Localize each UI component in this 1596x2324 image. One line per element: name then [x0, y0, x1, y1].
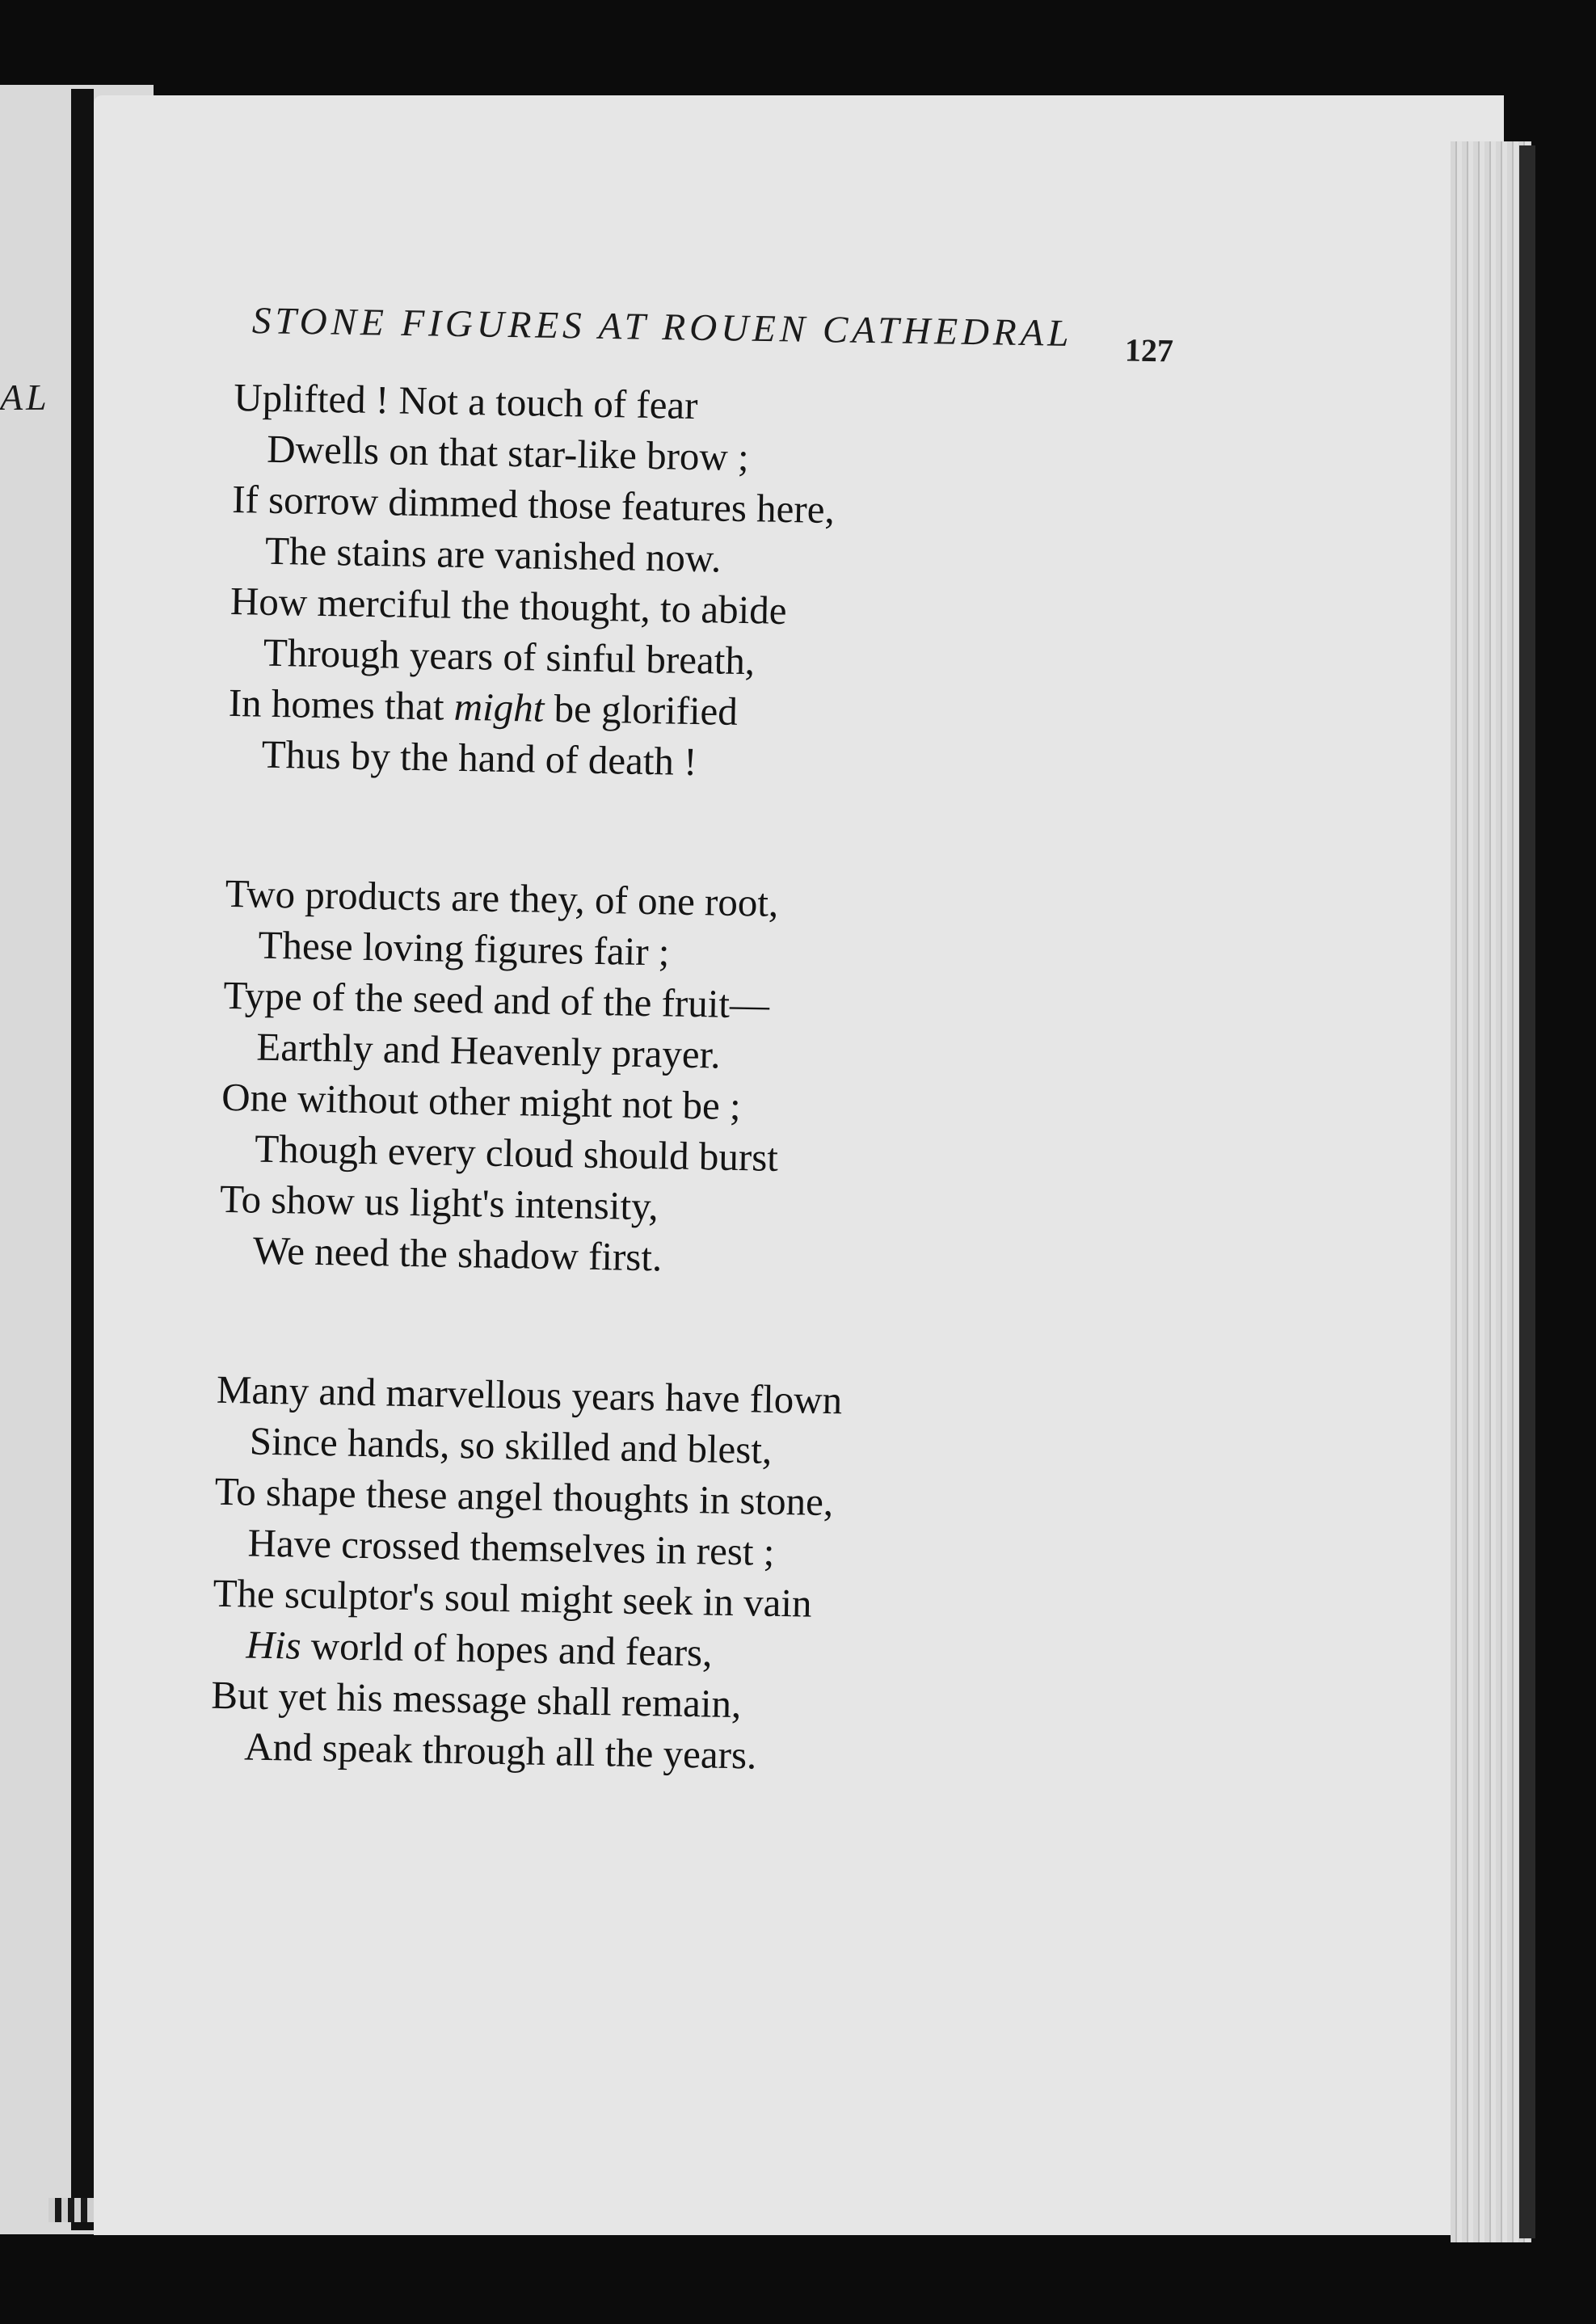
- poem-line: If sorrow dimmed those features here,: [231, 476, 836, 532]
- poem-line: The sculptor's soul might seek in vain: [213, 1570, 813, 1626]
- poem-line: One without other might not be ;: [221, 1074, 742, 1129]
- italic-word: His: [246, 1622, 302, 1668]
- poem-line: These loving figures fair ;: [258, 922, 670, 975]
- poem-line: We need the shadow first.: [252, 1227, 663, 1280]
- page-number: 127: [1124, 331, 1174, 369]
- poem-line: Since hands, so skilled and blest,: [249, 1418, 773, 1472]
- poem-line: The stains are vanished now.: [264, 528, 722, 581]
- running-head: STONE FIGURES AT ROUEN CATHEDRAL: [251, 300, 1073, 355]
- stanza-3: [210, 1364, 843, 1782]
- stanza-2: [218, 868, 851, 1286]
- poem-line-with-italic: His world of hopes and fears,: [246, 1622, 713, 1675]
- fore-edge-shadow: [1519, 145, 1535, 2238]
- poem-line: Uplifted ! Not a touch of fear: [233, 374, 699, 428]
- poem-line: Through years of sinful breath,: [263, 629, 756, 684]
- poem-line: Have crossed themselves in rest ;: [247, 1520, 775, 1574]
- poem-line: Two products are they, of one root,: [225, 870, 779, 925]
- poem-line: Earthly and Heavenly prayer.: [255, 1024, 721, 1077]
- poem-line: And speak through all the years.: [243, 1724, 757, 1778]
- poem-line: To shape these angel thoughts in stone,: [214, 1468, 834, 1525]
- poem-line: Thus by the hand of death !: [261, 731, 698, 785]
- facing-page-running-head: AL: [0, 377, 50, 418]
- poem-line: Dwells on that star-like brow ;: [266, 426, 750, 480]
- poem-line: Many and marvellous years have flown: [216, 1366, 843, 1423]
- poem-line: But yet his message shall remain,: [210, 1672, 742, 1727]
- poem-line: To show us light's intensity,: [219, 1176, 659, 1229]
- poem-line: How merciful the thought, to abide: [230, 578, 787, 633]
- stanza-1: [227, 372, 860, 789]
- poem: [208, 372, 860, 1871]
- poem-line-with-italic: In homes that might be glorified: [228, 680, 739, 734]
- italic-word: might: [453, 684, 545, 730]
- book-gutter: [71, 89, 94, 2230]
- poem-line: Type of the seed and of the fruit—: [223, 972, 770, 1027]
- poem-line: Though every cloud should burst: [254, 1126, 779, 1180]
